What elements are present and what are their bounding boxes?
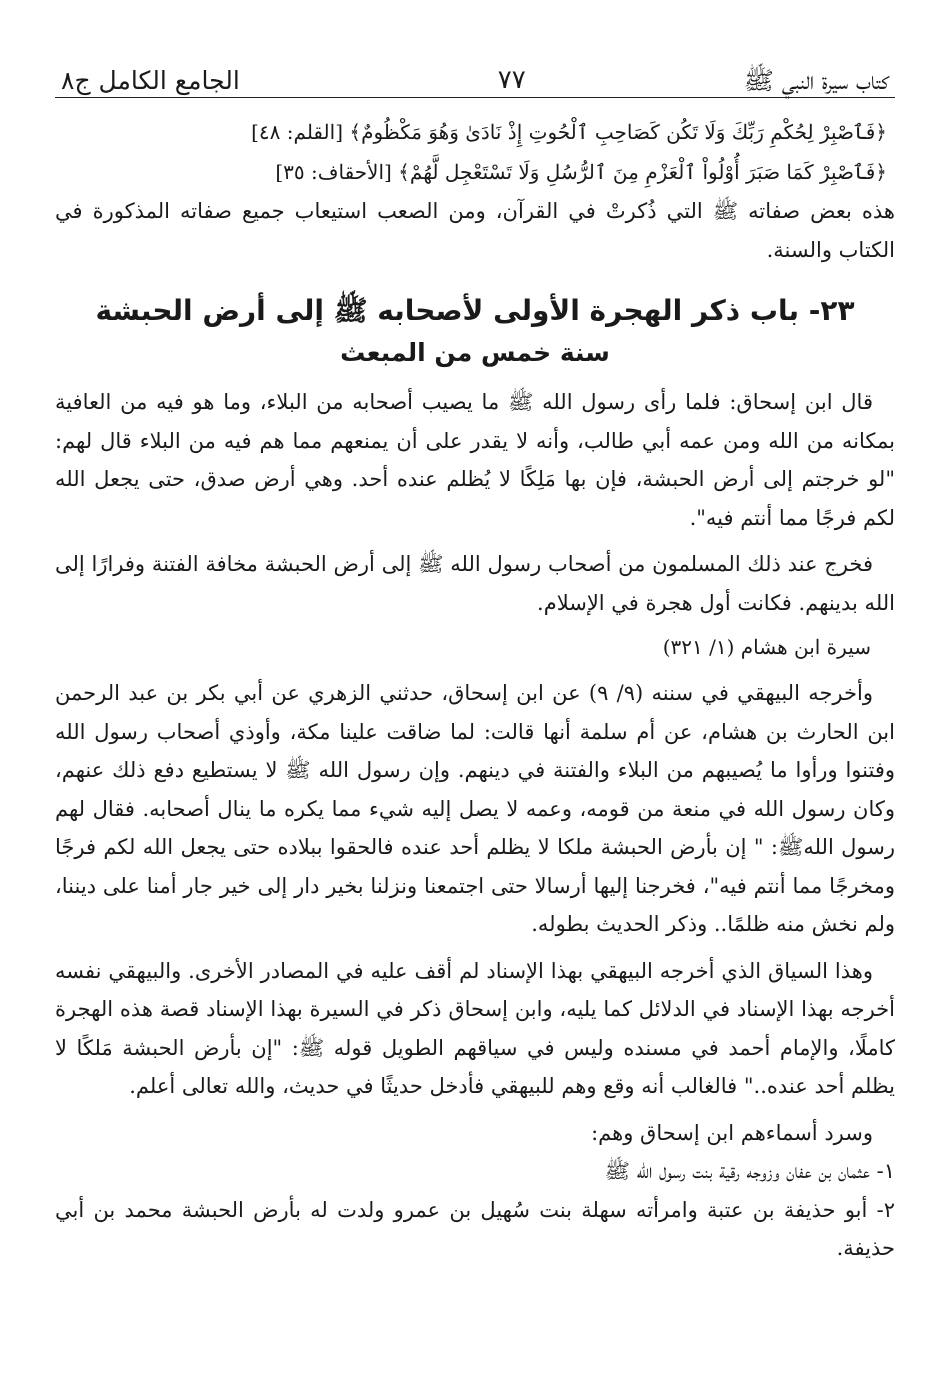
page-header [55, 40, 895, 98]
list-item: ٢- أبو حذيفة بن عتبة وامرأته سهلة بنت سُهيل بن عمرو ولدت له بأرض الحبشة محمد بن أبي حذيفة. [55, 1197, 895, 1260]
chapter-subtitle: سنة خمس من المبعث [340, 338, 610, 367]
paragraph-bayhaqi: وأخرجه البيهقي في سننه (٩/ ٩) عن ابن إسحاق، حدثني الزهري عن أبي بكر بن عبد الرحمن ابن الحارث بن هشام، عن أم سلمة أنها قالت: لما ضاقت علينا مكة، وأوذي أصحاب رسول الله وفتنوا ورأوا ما يُصيبهم من البلاء والفتنة في دينهم. وإن رسول الله ﷺ لا يستطيع دفع ذلك عنهم، وكان رسول الله في منعة من قومه، وعمه لا يصل إليه شيء مما يكره ما ينال أصحابه. فقال لهم رسول اللهﷺ: " إن بأرض الحبشة ملكا لا يظلم أحد عنده فالحقوا ببلاده حتى يجعل الله لكم فرجًا ومخرجًا مما أنتم فيه"، فخرجنا إليها أرسالا حتى اجتمعنا ونزلنا بخير دار إلى خير جار أمنا على ديننا، ولم نخش منه ظلمًا.. وذكر الحديث بطوله. [55, 681, 895, 936]
running-title-volume: الجامع الكامل ج٨ [61, 66, 240, 95]
intro-paragraph: هذه بعض صفاته ﷺ التي ذُكرتْ في القرآن، ومن الصعب استيعاب جميع صفاته المذكورة في الكتاب والسنة. [55, 199, 895, 262]
quran-verse-qalam: ﴿فَٱصْبِرْ لِحُكْمِ رَبِّكَ وَلَا تَكُن كَصَاحِبِ ٱلْحُوتِ إِذْ نَادَىٰ وَهُوَ مَكْظُومٌ﴾ [القلم: ٤٨] [251, 120, 887, 144]
paragraph-names-intro: وسرد أسماءهم ابن إسحاق وهم: [591, 1120, 873, 1145]
book-page [55, 40, 895, 1268]
running-title-book: كتاب سيرة النبي ﷺ [743, 66, 889, 95]
page-number: ٧٧ [497, 65, 526, 95]
quran-verse-ahqaf: ﴿فَٱصْبِرْ كَمَا صَبَرَ أُوْلُواْ ٱلْعَزْمِ مِنَ ٱلرُّسُلِ وَلَا تَسْتَعْجِل لَّهُمْ﴾ [الأحقاف: ٣٥] [275, 160, 887, 184]
source-citation: سيرة ابن هشام (١/ ٣٢١) [662, 635, 871, 659]
paragraph-first-hijra: فخرج عند ذلك المسلمون من أصحاب رسول الله ﷺ إلى أرض الحبشة مخافة الفتنة وفرارًا إلى الله بدينهم. فكانت أول هجرة في الإسلام. [55, 552, 895, 615]
chapter-title: ٢٣- باب ذكر الهجرة الأولى لأصحابه ﷺ إلى أرض الحبشة [95, 294, 855, 327]
paragraph-commentary: وهذا السياق الذي أخرجه البيهقي بهذا الإسناد لم أقف عليه في المصادر الأخرى. والبيهقي نفسه أخرجه بهذا الإسناد في الدلائل كما يليه، وابن إسحاق ذكر في السيرة بهذا الإسناد قصة هذه الهجرة كاملًا، والإمام أحمد في مسنده وليس في سياقهم الطويل قوله ﷺ: "إن بأرض الحبشة مَلكًا لا يظلم أحد عنده.." فالغالب أنه وقع وهم للبيهقي فأدخل حديثًا في حديث، والله تعالى أعلم. [55, 958, 895, 1098]
paragraph-ibn-ishaq: قال ابن إسحاق: فلما رأى رسول الله ﷺ ما يصيب أصحابه من البلاء، وما هو فيه من العافية بمكانه من الله ومن عمه أبي طالب، وأنه لا يقدر على أن يمنعهم مما هم فيه من البلاء قال لهم: "لو خرجتم إلى أرض الحبشة، فإن بها مَلِكًا لا يُظلم عنده أحد. وهي أرض صدق، حتى يجعل الله لكم فرجًا مما أنتم فيه". [55, 390, 895, 530]
list-item: ١- عثمان بن عفان وزوجه رقية بنت رسول الله ﷺ [604, 1159, 895, 1183]
